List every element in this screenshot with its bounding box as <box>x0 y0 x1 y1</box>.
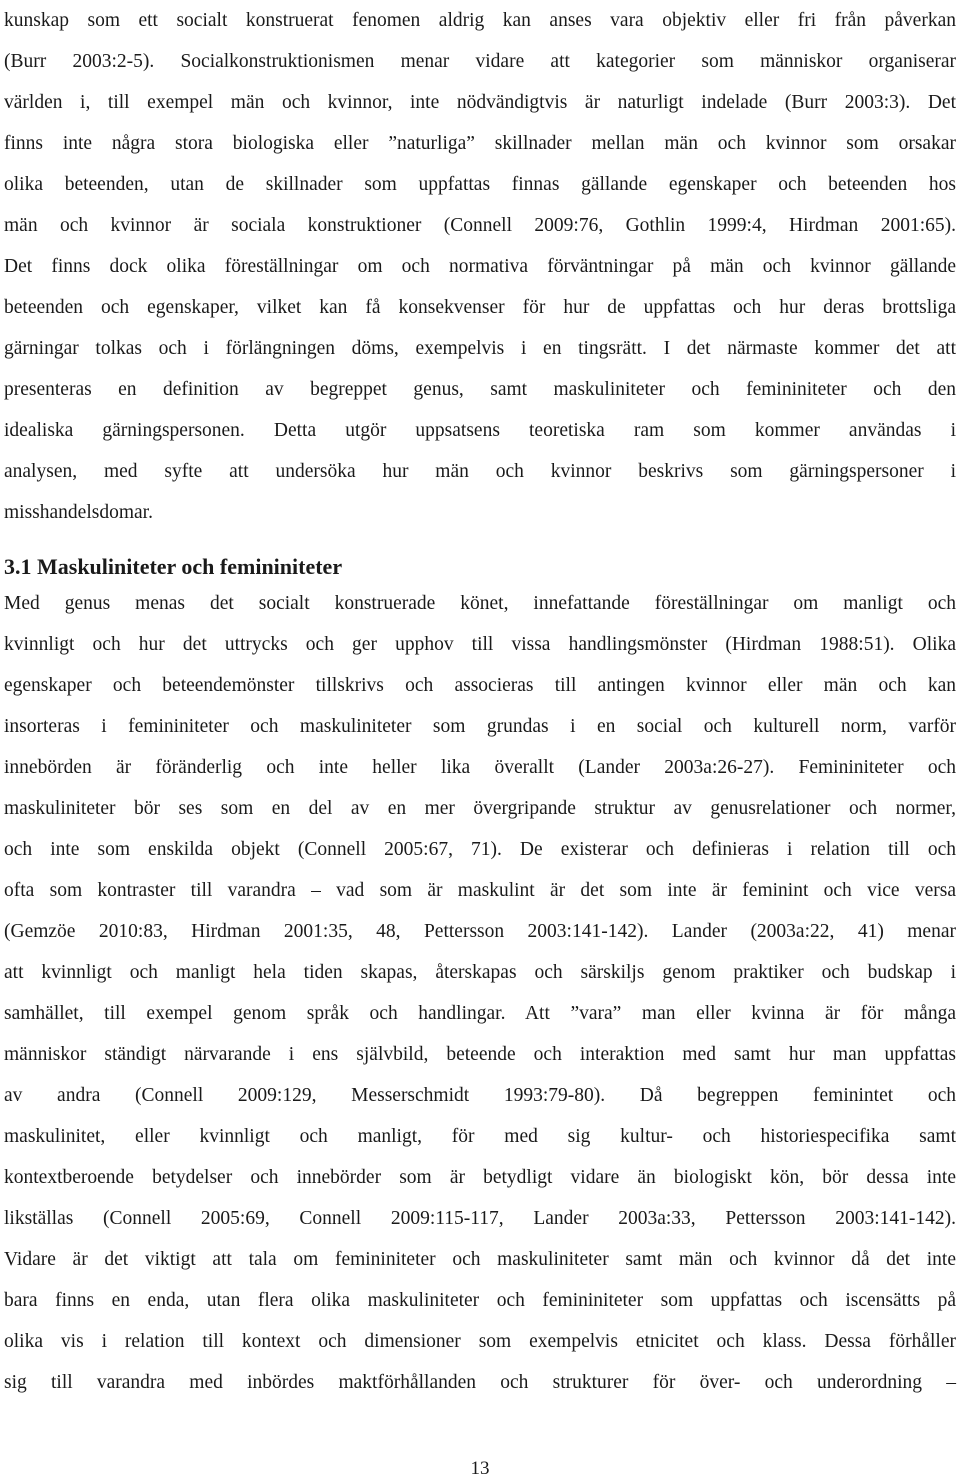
text-line: gärningar tolkas och i förlängningen döms, exempelvis i en tingsrätt. I det närmaste kommer det att <box>4 338 956 359</box>
text-line: olika beteenden, utan de skillnader som uppfattas finnas gällande egenskaper och beteenden hos <box>4 174 956 195</box>
text-line: bara finns en enda, utan flera olika maskuliniteter och femininiteter som uppfattas och iscensätts på <box>4 1290 956 1311</box>
text-line: finns inte några stora biologiska eller ”naturliga” skillnader mellan män och kvinnor som orsakar <box>4 133 956 154</box>
paragraph-socialkonstruktionism <box>4 0 956 533</box>
text-line: maskuliniteter bör ses som en del av en mer övergripande struktur av genusrelationer och normer, <box>4 798 956 819</box>
text-line: sig till varandra med inbördes maktförhållanden och strukturer för över- och underordning – <box>4 1372 956 1393</box>
text-line: idealiska gärningspersonen. Detta utgör uppsatsens teoretiska ram som kommer användas i <box>4 420 956 441</box>
section-heading: 3.1 Maskuliniteter och femininiteter <box>4 554 343 579</box>
text-line: misshandelsdomar. <box>4 502 153 523</box>
text-line: män och kvinnor är sociala konstruktioner (Connell 2009:76, Gothlin 1999:4, Hirdman 2001:65). <box>4 215 956 236</box>
text-line: analysen, med syfte att undersöka hur män och kvinnor beskrivs som gärningspersoner i <box>4 461 956 482</box>
text-line: världen i, till exempel män och kvinnor, inte nödvändigtvis är naturligt indelade (Burr 2003:3). Det <box>4 92 956 113</box>
text-line: samhället, till exempel genom språk och handlingar. Att ”vara” man eller kvinna är för många <box>4 1003 956 1024</box>
text-line: av andra (Connell 2009:129, Messerschmidt 1993:79-80). Då begreppen feminintet och <box>4 1085 956 1106</box>
text-line: maskulinitet, eller kvinnligt och manligt, för med sig kultur- och historiespecifika samt <box>4 1126 956 1147</box>
text-line: (Burr 2003:2-5). Socialkonstruktionismen menar vidare att kategorier som människor organiserar <box>4 51 956 72</box>
text-line: människor ständigt närvarande i ens självbild, beteende och interaktion med samt hur man uppfattas <box>4 1044 956 1065</box>
text-line: Vidare är det viktigt att tala om femininiteter och maskuliniteter samt män och kvinnor då det inte <box>4 1249 956 1270</box>
text-line: egenskaper och beteendemönster tillskrivs och associeras till antingen kvinnor eller män och kan <box>4 675 956 696</box>
text-line: presenteras en definition av begreppet genus, samt maskuliniteter och femininiteter och den <box>4 379 956 400</box>
text-line: insorteras i femininiteter och maskuliniteter som grundas i en social och kulturell norm, varför <box>4 716 956 737</box>
text-line: och inte som enskilda objekt (Connell 2005:67, 71). De existerar och definieras i relation till och <box>4 839 956 860</box>
text-line: innebörden är föränderlig och inte heller lika överallt (Lander 2003a:26-27). Femininiteter och <box>4 757 956 778</box>
paragraph-maskuliniteter-femininiteter <box>4 583 956 1403</box>
text-line: kvinnligt och hur det uttrycks och ger upphov till vissa handlingsmönster (Hirdman 1988:51). Olika <box>4 634 956 655</box>
text-line: Det finns dock olika föreställningar om och normativa förväntningar på män och kvinnor gällande <box>4 256 956 277</box>
text-line: kontextberoende betydelser och innebörder som är betydligt vidare än biologiskt kön, bör dessa inte <box>4 1167 956 1188</box>
text-line: likställas (Connell 2005:69, Connell 2009:115-117, Lander 2003a:33, Pettersson 2003:141-142). <box>4 1208 956 1229</box>
text-line: beteenden och egenskaper, vilket kan få konsekvenser för hur de uppfattas och hur deras brottsliga <box>4 297 956 318</box>
text-line: (Gemzöe 2010:83, Hirdman 2001:35, 48, Pettersson 2003:141-142). Lander (2003a:22, 41) menar <box>4 921 956 942</box>
text-line: ofta som kontraster till varandra – vad som är maskulint är det som inte är feminint och vice versa <box>4 880 956 901</box>
text-line: kunskap som ett socialt konstruerat fenomen aldrig kan anses vara objektiv eller fri från påverkan <box>4 10 956 31</box>
page-number: 13 <box>470 1458 490 1479</box>
text-line: olika vis i relation till kontext och dimensioner som exempelvis etnicitet och klass. Dessa förhåller <box>4 1331 956 1352</box>
text-line: att kvinnligt och manligt hela tiden skapas, återskapas och särskiljs genom praktiker och budskap i <box>4 962 956 983</box>
text-line: Med genus menas det socialt konstruerade könet, innefattande föreställningar om manligt och <box>4 593 956 614</box>
